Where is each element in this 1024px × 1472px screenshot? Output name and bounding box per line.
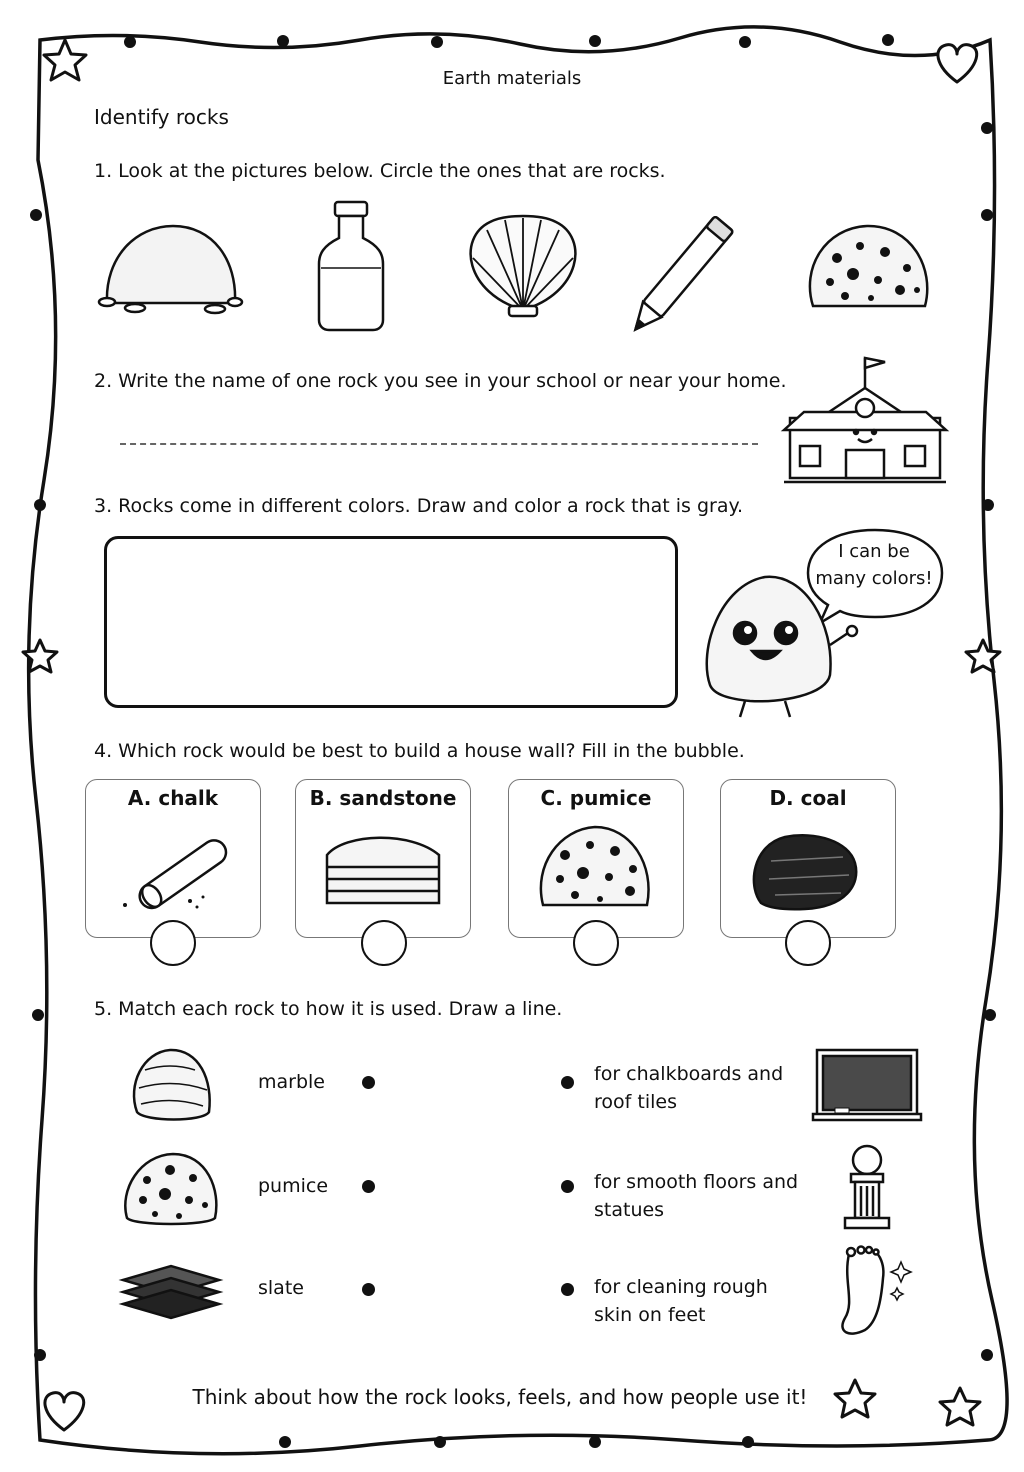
sandstone-icon xyxy=(327,838,439,903)
bottle-icon xyxy=(319,202,383,330)
statue-icon xyxy=(845,1146,889,1228)
pumice-icon xyxy=(541,827,649,905)
answer-bubble-c[interactable] xyxy=(573,920,619,966)
match-use-3-line-1: for cleaning rough xyxy=(594,1276,768,1298)
school-building-icon xyxy=(780,350,950,490)
pumice-rock-icon xyxy=(810,226,927,306)
slate-icon xyxy=(123,1266,219,1318)
match-dot-right-2[interactable] xyxy=(561,1180,574,1193)
answer-bubble-d[interactable] xyxy=(785,920,831,966)
match-use-1-line-2: roof tiles xyxy=(594,1091,677,1113)
answer-bubble-a[interactable] xyxy=(150,920,196,966)
q2-answer-line[interactable] xyxy=(120,443,758,445)
question-3: 3. Rocks come in different colors. Draw and color a rock that is gray. xyxy=(94,495,744,517)
option-d-label: D. coal xyxy=(769,786,847,810)
foot-icon xyxy=(842,1247,911,1334)
answer-bubble-b[interactable] xyxy=(361,920,407,966)
speech-bubble-text xyxy=(808,538,940,592)
rock-icon xyxy=(99,226,242,313)
match-dot-right-1[interactable] xyxy=(561,1076,574,1089)
match-use-feet xyxy=(594,1273,804,1329)
match-rock-marble: marble xyxy=(258,1071,325,1093)
option-illustrations xyxy=(85,815,905,915)
match-rock-slate: slate xyxy=(258,1277,304,1299)
speech-bubble-line-2: many colors! xyxy=(815,568,933,589)
question-4: 4. Which rock would be best to build a house wall? Fill in the bubble. xyxy=(94,740,745,762)
section-title: Identify rocks xyxy=(94,105,229,129)
seashell-icon xyxy=(471,216,576,316)
option-b-label: B. sandstone xyxy=(309,786,457,810)
match-dot-left-1[interactable] xyxy=(362,1076,375,1089)
match-use-1-line-1: for chalkboards and xyxy=(594,1063,784,1085)
match-use-chalkboards xyxy=(594,1060,804,1116)
match-dot-right-3[interactable] xyxy=(561,1283,574,1296)
question-1: 1. Look at the pictures below. Circle the ones that are rocks. xyxy=(94,160,666,182)
page-header-title: Earth materials xyxy=(442,68,582,89)
match-dot-left-3[interactable] xyxy=(362,1283,375,1296)
match-use-3-line-2: skin on feet xyxy=(594,1304,706,1326)
speech-bubble-line-1: I can be xyxy=(838,541,910,562)
chalk-icon xyxy=(135,836,231,913)
rock-icons-column xyxy=(115,1040,235,1340)
use-icons-column xyxy=(805,1040,935,1340)
question-5: 5. Match each rock to how it is used. Draw a line. xyxy=(94,998,563,1020)
chalkboard-icon xyxy=(813,1050,921,1120)
rock-mascot-icon xyxy=(707,577,831,702)
match-use-floors xyxy=(594,1168,804,1224)
option-a-label: A. chalk xyxy=(127,786,219,810)
coal-icon xyxy=(754,835,856,909)
footer-tip: Think about how the rock looks, feels, and how people use it! xyxy=(192,1385,808,1409)
star-icon xyxy=(966,640,1000,672)
match-use-2-line-1: for smooth floors and xyxy=(594,1171,799,1193)
pencil-icon xyxy=(626,216,733,333)
pumice-icon xyxy=(125,1154,216,1224)
q1-picture-row xyxy=(95,198,945,333)
question-2: 2. Write the name of one rock you see in your school or near your home. xyxy=(94,370,787,392)
drawing-box[interactable] xyxy=(104,536,678,708)
match-use-2-line-2: statues xyxy=(594,1199,665,1221)
match-dot-left-2[interactable] xyxy=(362,1180,375,1193)
match-rock-pumice: pumice xyxy=(258,1175,329,1197)
option-c-label: C. pumice xyxy=(540,786,652,810)
marble-icon xyxy=(134,1050,210,1120)
